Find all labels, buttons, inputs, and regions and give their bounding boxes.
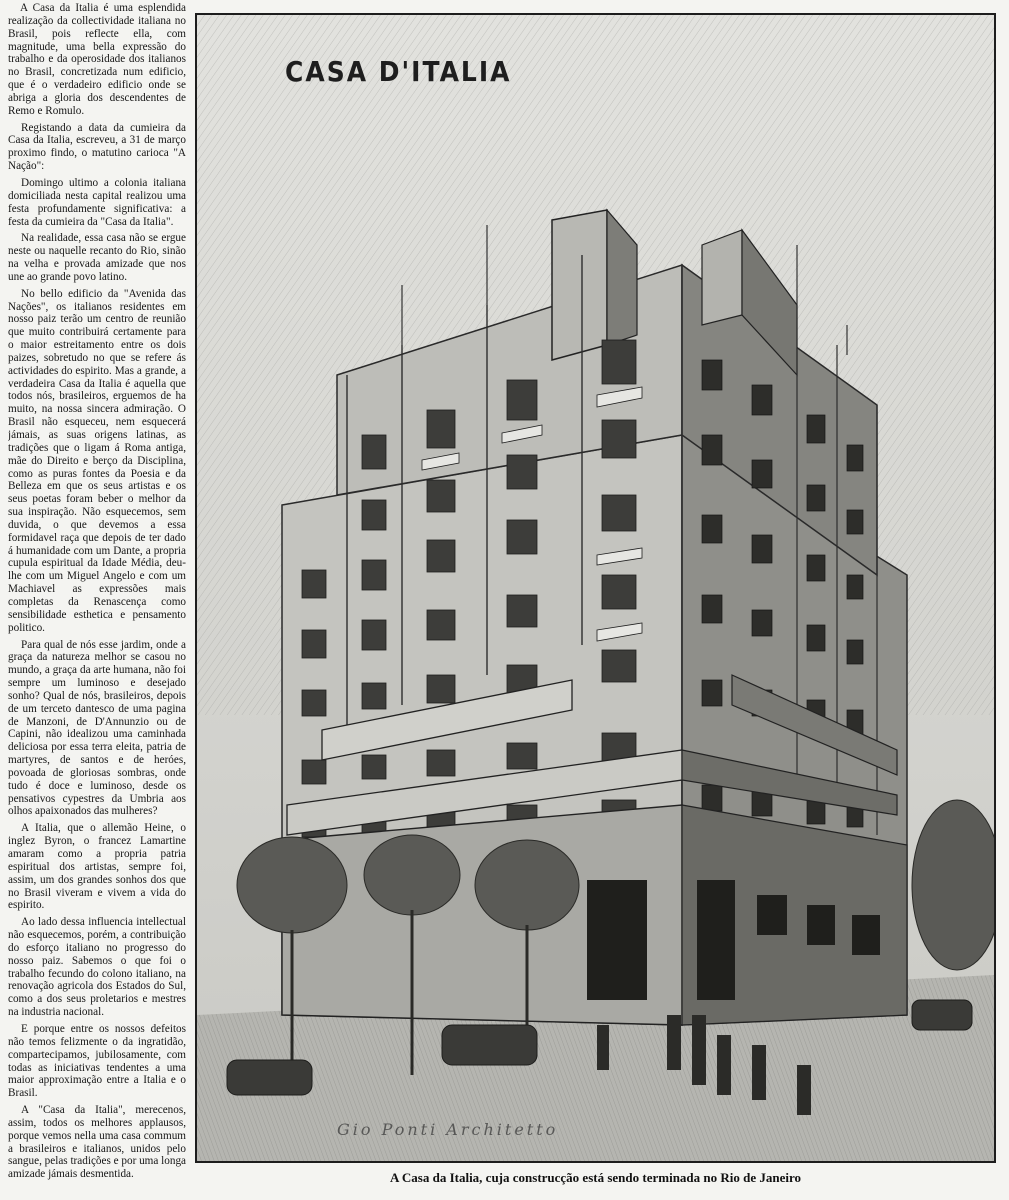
building-illustration — [195, 13, 996, 1163]
article-column — [8, 2, 186, 1198]
article-paragraph: E porque entre os nossos defeitos não temos felizmente o da ingratidão, compartecipamos, jubilosamente, com todas as iniciativas tendentes a uma maior approximação entre a Italia e o Brasil. — [8, 1022, 186, 1100]
article-paragraph: A Italia, que o allemão Heine, o inglez Byron, o francez Lamartine amaram como a propria patria espiritual dos artistas, sempre foi, assim, um dos grandes sonhos dos que no Brasil viveram e vivem a vida do espirito. — [8, 822, 186, 912]
article-paragraph: Ao lado dessa influencia intellectual não esquecemos, porém, a contribuição do esforço italiano no progresso do nosso paiz. Sabemos o que foi o trabalho fecundo do colono italiano, na renovação agricola dos Estados do Sul, como a dos seus proletarios e mestres na industria nacional. — [8, 916, 186, 1019]
article-paragraph: No bello edificio da "Avenida das Nações", os italianos residentes em nosso paiz terão um centro de reunião que muito contribuirá certamente para o maior estreitamento entre os dois paizes, sobretudo no que se refere ás actividades do espirito. Mas a grande, a verdadeira Casa da Italia é aquella que todos nós, brasileiros, erguemos de ha muito, na nossa sincera admiração. O Brasil não esqueceu, nem esquecerá jámais, as suas origens latinas, as tradições que o ligam á Roma antiga, mãe do Direito e berço da Disciplina, como as puras fontes da Poesia e da Belleza em que os seus artistas e os seus poetas foram beber o melhor da sua inspiração. Não esquecemos, sem duvida, o que devemos a essa formidavel raça que depois de ter dado á humanidade com um Dante, a propria cupula espiritual da Idade Média, deu-lhe com um Miguel Angelo e com um Machiavel as expressões mais completas da Renascença como sensibilidade esthetica e pensamento politico. — [8, 287, 186, 634]
article-paragraph: A "Casa da Italia", merecenos, assim, todos os melhores applausos, porque vemos nella uma casa commum a brasileiros e italianos, unidos pelo sangue, pelas tradições e por uma longa amizade jámais desmentida. — [8, 1104, 186, 1181]
article-paragraph: Na realidade, essa casa não se ergue neste ou naquelle recanto do Rio, sinão na velha e provada amizade que nos une ao grande povo latino. — [8, 232, 186, 283]
illustration-title: CASA D'ITALIA — [285, 55, 512, 88]
artist-signature: Gio Ponti Architetto — [337, 1120, 559, 1139]
article-paragraph: Registando a data da cumieira da Casa da Italia, escreveu, a 31 de março proximo findo, o matutino carioca "A Nação": — [8, 121, 186, 173]
building-drawing — [197, 15, 994, 1161]
article-paragraph: Para qual de nós esse jardim, onde a graça da natureza melhor se casou no mundo, a graça da arte humana, não foi sempre um luminoso e desejado sonho? Qual de nós, brasileiros, depois de um terceto dantesco de uma pagina de Manzoni, de D'Annunzio ou de Capini, não idealizou uma caminhada deliciosa por essa terra eleita, patria de martyres, de santos e de heróes, povoada de gloriosas sombras, onde tudo é doce e luminoso, desde os pensativos cypestres da Umbria aos olhos apaixonados das mulheres? — [8, 638, 186, 818]
article-paragraph: Domingo ultimo a colonia italiana domiciliada nesta capital realizou uma festa profundamente significativa: a festa da cumieira da "Casa da Italia". — [8, 176, 186, 228]
figure-caption: A Casa da Italia, cuja construcção está sendo terminada no Rio de Janeiro — [389, 1170, 802, 1185]
article-paragraph: A Casa da Italia é uma esplendida realização da collectividade italiana no Brasil, pois reflecte ella, com magnitude, uma bella expressão do trabalho e da operosidade dos italianos no Brasil, concretizada num edificio, que é o verdadeiro edificio onde se abriga a gloria dos descendentes de Remo e Romulo. — [8, 2, 186, 117]
